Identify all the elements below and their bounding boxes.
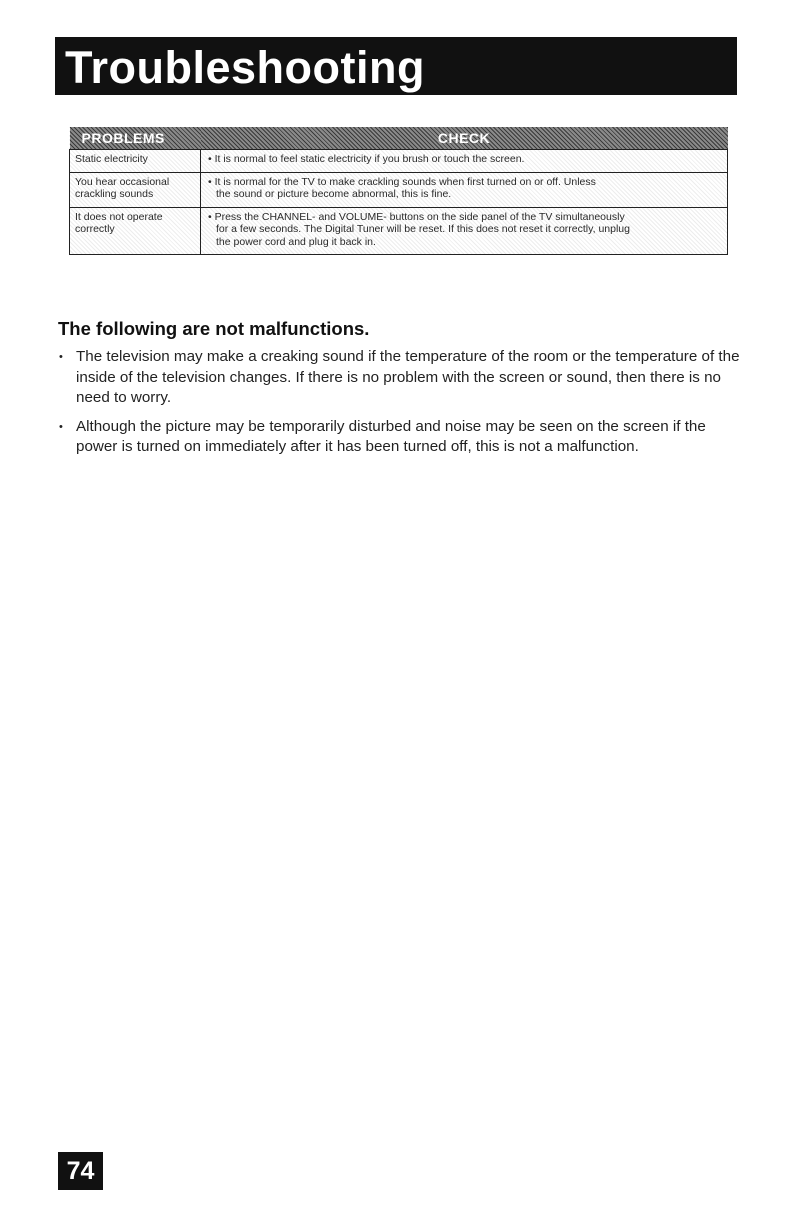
- problem-cell: [70, 172, 201, 207]
- problem-text: You hear occasional: [75, 175, 170, 188]
- check-cell: [201, 207, 728, 255]
- list-item-text: The television may make a creaking sound if the temperature of the room or the temperature of the inside of the television changes. If there is no problem with the screen or sound, then there is no need to worry.: [76, 348, 740, 406]
- problem-cell: [70, 207, 201, 255]
- table-row: [70, 150, 728, 173]
- column-header-problems: PROBLEMS: [70, 127, 201, 150]
- problem-text: crackling sounds: [75, 188, 154, 200]
- not-malfunctions-list: [58, 347, 748, 466]
- check-text: • It is normal to feel static electricity if you brush or touch the screen.: [208, 153, 525, 165]
- list-item: [58, 347, 748, 409]
- check-text: the sound or picture become abnormal, this is fine.: [216, 188, 452, 200]
- check-cell: [201, 172, 728, 207]
- column-header-check: CHECK: [201, 127, 728, 150]
- list-item-text: Although the picture may be temporarily disturbed and noise may be seen on the screen if the power is turned on immediately after it has been turned off, this is not a malfunction.: [76, 417, 706, 455]
- table-row: [70, 172, 728, 207]
- page-number: 74: [58, 1152, 103, 1190]
- check-text: • Press the CHANNEL- and VOLUME- buttons on the side panel of the TV simultaneously: [208, 210, 625, 223]
- check-text: for a few seconds. The Digital Tuner will be reset. If this does not reset it correctly, unplug: [216, 223, 630, 235]
- page-title-banner: [55, 37, 737, 95]
- problem-text: Static electricity: [75, 153, 148, 165]
- page-title: Troubleshooting: [65, 42, 425, 93]
- bullet-icon: •: [59, 420, 63, 433]
- problem-text: correctly: [75, 223, 115, 235]
- table-header-row: [70, 127, 728, 150]
- troubleshooting-table: [69, 127, 728, 255]
- bullet-icon: •: [59, 351, 63, 363]
- section-heading: The following are not malfunctions.: [58, 318, 370, 339]
- problem-text: It does not operate: [75, 210, 163, 223]
- check-cell: [201, 150, 728, 173]
- check-text: • It is normal for the TV to make crackling sounds when first turned on or off. Unless: [208, 175, 596, 188]
- table-row: [70, 207, 728, 255]
- problem-cell: [70, 150, 201, 173]
- check-text: the power cord and plug it back in.: [216, 235, 376, 248]
- list-item: [58, 417, 748, 458]
